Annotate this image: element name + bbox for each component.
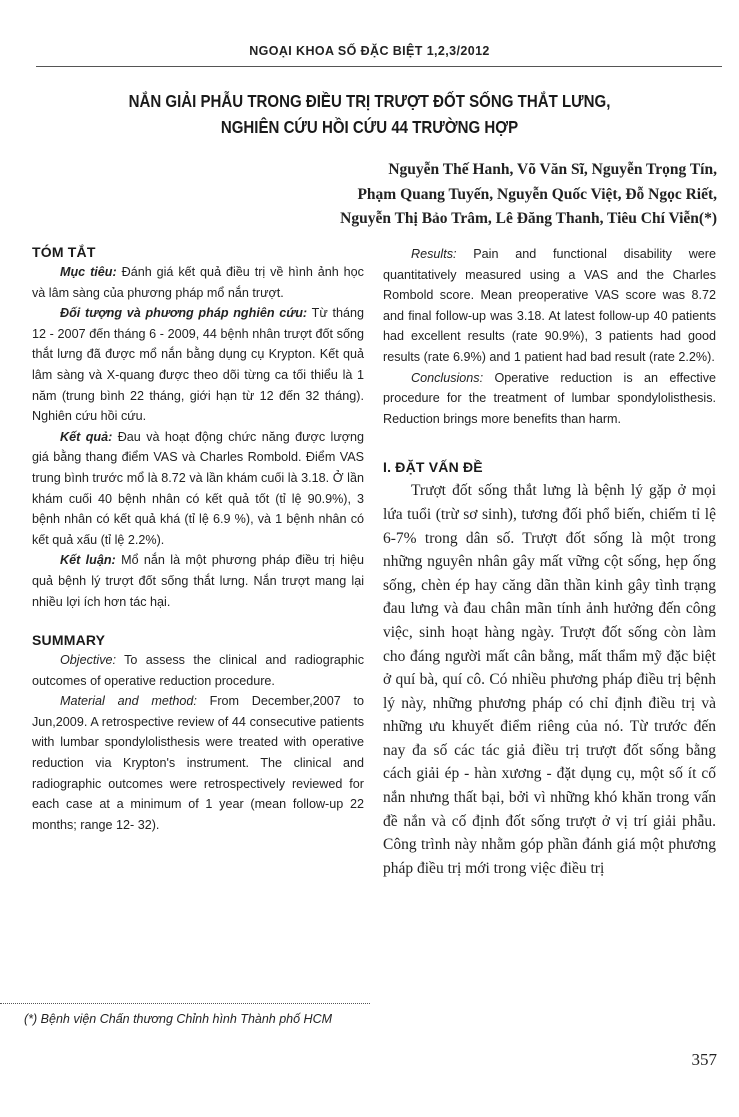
ket-qua-paragraph: [32, 427, 364, 551]
doi-tuong-label: Đối tượng và phương pháp nghiên cứu:: [60, 306, 308, 321]
conclusions-paragraph: [383, 368, 716, 430]
summary-body-left: [32, 650, 364, 835]
material-text: From December,2007 to Jun,2009. A retrospective review of 44 consecutive patients with lumbar spondylolisthesis were treated with operative reduction via Krypton's instrument. The clinical and radiographic outcomes were retrospectively reviewed for each case at a minimum of 1 year (mean follow-up 22 months; range 12- 32).: [32, 694, 365, 832]
ket-qua-label: Kết quả:: [60, 429, 113, 444]
affiliation-footnote: (*) Bệnh viện Chấn thương Chỉnh hình Thành phố HCM: [24, 1012, 333, 1026]
ket-luan-paragraph: [32, 550, 364, 612]
material-label: Material and method:: [60, 694, 197, 709]
muc-tieu-label: Mục tiêu:: [60, 265, 117, 279]
intro-heading: I. ĐẶT VẤN ĐỀ: [383, 459, 483, 476]
results-label: Results:: [411, 247, 457, 261]
results-paragraph: [383, 244, 716, 368]
muc-tieu-text: Đánh giá kết quả điều trị về hình ảnh học và lâm sàng của phương pháp mổ nắn trượt.: [32, 265, 364, 300]
header-rule: [36, 66, 722, 67]
authors-line-1: Nguyễn Thế Hanh, Võ Văn Sĩ, Nguyễn Trọng Tín,: [388, 161, 717, 178]
article-title: [52, 88, 688, 140]
material-paragraph: [32, 691, 364, 835]
ket-luan-text: Mổ nắn là một phương pháp điều trị hiệu quả bệnh lý trượt đốt sống thắt lưng. Nắn trượt mang lại nhiều lợi ích hơn tác hại.: [32, 553, 364, 609]
summary-body-right: [383, 244, 716, 429]
ket-luan-label: Kết luận:: [60, 553, 116, 568]
title-line-2: NGHIÊN CỨU HỒI CỨU 44 TRƯỜNG HỢP: [220, 117, 519, 137]
objective-text: To assess the clinical and radiographic outcomes of operative reduction procedure.: [32, 653, 364, 688]
doi-tuong-text: Từ tháng 12 - 2007 đến tháng 6 - 2009, 44 bệnh nhân trượt đốt sống thắt lưng đã được mổ nắn bằng dụng cụ Krypton. Kết quả lâm sàng và X-quang được theo dõi từng ca tối thiểu là 1 năm (trung bình 22 tháng, giới hạn từ 12 đến 32 tháng). Nghiên cứu hồi cứu.: [32, 306, 364, 424]
ket-qua-text: Đau và hoạt động chức năng được lượng giá bằng thang điểm VAS và Charles Rombold. Điểm VAS trung bình trước mổ là 8.72 và lần khám cuối là 3.18. Ở lần khám cuối 40 bệnh nhân có kết quả tốt (tỉ lệ 90.9%), 3 bệnh nhân có kết quả khá (tỉ lệ 6.9 %), và 1 bệnh nhân có kết quả xấu (tỉ lệ 2.2%).: [32, 429, 365, 547]
footnote-rule: [0, 1003, 370, 1004]
title-line-1: NẮN GIẢI PHẪU TRONG ĐIỀU TRỊ TRƯỢT ĐỐT SỐNG THẮT LƯNG,: [128, 91, 611, 111]
summary-heading: SUMMARY: [32, 632, 106, 649]
conclusions-text: Operative reduction is an effective procedure for the treatment of lumbar spondylolisthesis. Reduction brings more benefits than harm.: [383, 370, 716, 426]
tom-tat-body: [32, 262, 364, 612]
left-column: [32, 244, 364, 835]
intro-paragraph: Trượt đốt sống thắt lưng là bệnh lý gặp ở mọi lứa tuổi (trừ sơ sinh), tương đối phổ biến, chiếm tỉ lệ 6-7% trong dân số. Trượt đốt sống là một trong những nguyên nhân gây mất vững cột sống, hẹp ống sống, chèn ép hay căng dãn thần kinh gây tình trạng đau lưng và đau chân mãn tính ảnh hưởng đến công việc, sinh hoạt hàng ngày. Trượt đốt sống còn làm cho đáng người mất cân bằng, mất thẩm mỹ đặc biệt ở quí bà, quí cô. Có nhiều phương pháp điều trị bệnh lý này, những phương pháp có chỉ định điều trị và những ưu khuyết điểm riêng của nó. Từ trước đến nay đa số các tác giả điều trị trượt đốt sống bằng cách giải ép - hàn xương - đặt dụng cụ, một số ít cố nắn nhưng thất bại, bởi vì những khó khăn trong vấn đề nắn và cố định đốt sống trượt ở vị trí giải phẫu. Công trình này nhằm góp phần đánh giá một phương pháp điều trị mới trong việc điều trị: [383, 482, 716, 877]
tom-tat-heading: TÓM TẮT: [32, 244, 96, 260]
running-header: NGOẠI KHOA SỐ ĐẶC BIỆT 1,2,3/2012: [249, 44, 490, 58]
authors-line-2: Phạm Quang Tuyến, Nguyễn Quốc Việt, Đỗ Ngọc Riết,: [357, 185, 717, 203]
objective-label: Objective:: [60, 653, 116, 668]
objective-paragraph: [32, 650, 364, 691]
muc-tieu-paragraph: [32, 262, 364, 303]
right-column: [383, 244, 716, 880]
author-list: [197, 158, 717, 232]
authors-line-3: Nguyễn Thị Bảo Trâm, Lê Đăng Thanh, Tiêu Chí Viễn(*): [340, 210, 717, 227]
results-text: Pain and functional disability were quantitatively measured using a VAS and the Charles Rombold score. Mean preoperative VAS score was 8.72 and final follow-up was 3.18. At latest follow-up 40 patients had excellent results (rate 90.9%), 3 patients had good results (rate 6.9%) and 1 patient had bad result (rate 2.2%).: [383, 247, 716, 364]
doi-tuong-paragraph: [32, 303, 364, 427]
conclusions-label: Conclusions:: [411, 370, 484, 385]
page-number: 357: [691, 1050, 717, 1069]
